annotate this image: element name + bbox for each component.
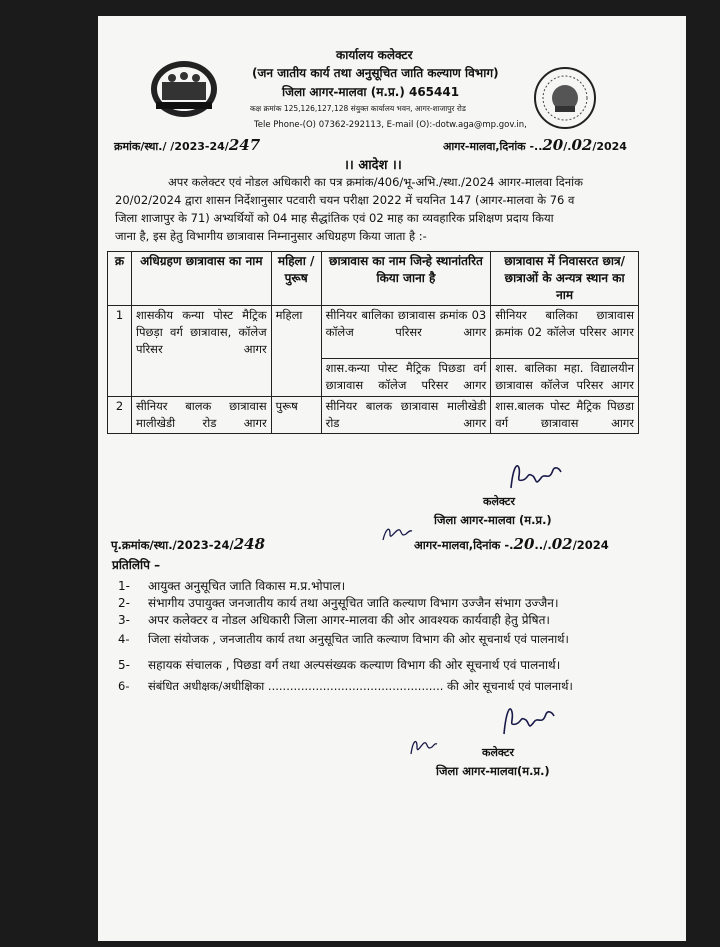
list-item — [118, 577, 345, 594]
row2-target: सीनियर बालक छात्रावास मालीखेडी रोड आगर — [321, 397, 491, 434]
collector-signature-1 — [505, 458, 565, 498]
endorsement-date-month: 02 — [551, 535, 573, 553]
table-header-row — [108, 252, 639, 306]
tribal-emblem-icon — [148, 58, 220, 120]
order-number-handwritten: 247 — [228, 136, 261, 154]
table-row — [108, 306, 639, 359]
row1b-target: शास.कन्या पोस्ट मैट्रिक पिछडा वर्ग छात्रावास कॉलेज परिसर आगर — [321, 359, 491, 397]
order-date-label: आगर-मालवा,दिनांक -.. — [443, 140, 543, 153]
address-line: कक्ष क्रमांक 125,126,127,128 संयुक्त कार्यालय भवन, आगर-शाजापुर रोड — [250, 104, 466, 113]
endorsement-number — [111, 535, 265, 553]
list-item — [118, 611, 550, 628]
order-date-month: 02 — [571, 136, 593, 154]
col-header-gender: महिला /पुरूष — [271, 252, 321, 306]
contact-line: Tele Phone-(O) 07362-292113, E-mail (O):-dotw.aga@mp.gov.in, — [254, 120, 527, 130]
initials-mark-1 — [380, 522, 414, 546]
endorsement-date-year: /2024 — [572, 538, 609, 552]
copy-heading: प्रतिलिपि – — [112, 558, 161, 572]
row1b-alternate: शास. बालिका महा. विद्यालयीन छात्रावास कॉलेज परिसर आगर — [491, 359, 639, 397]
copy-number: 4- — [118, 632, 130, 646]
copy-text: अपर कलेक्टर व नोडल अधिकारी जिला आगर-मालवा की ओर आवश्यक कार्यवाही हेतु प्रेषित। — [148, 613, 550, 627]
signature2-district: जिला आगर-मालवा(म.प्र.) — [436, 764, 550, 778]
row2-alternate: शास.बालक पोस्ट मैट्रिक पिछडा वर्ग छात्रावास आगर — [491, 397, 639, 434]
copy-number: 6- — [118, 679, 130, 693]
row2-serial: 2 — [108, 397, 132, 434]
order-line-4: जाना है, इस हेतु विभागीय छात्रावास निम्नानुसार अधिग्रहण किया जाता है :- — [115, 229, 427, 243]
initials-mark-2 — [408, 734, 438, 760]
copy-number: 2- — [118, 596, 130, 610]
district-line: जिला आगर-मालवा (म.प्र.) 465441 — [282, 85, 460, 99]
row1-serial: 1 — [108, 306, 132, 397]
copy-number: 3- — [118, 613, 130, 627]
order-line-1: अपर कलेक्टर एवं नोडल अधिकारी का पत्र क्रमांक/406/भू-अभि./स्था./2024 आगर-मालवा दिनांक — [168, 175, 583, 189]
signature1-title: कलेक्टर — [483, 495, 515, 508]
row1a-target: सीनियर बालिका छात्रावास क्रमांक 03 कॉलेज परिसर आगर — [321, 306, 491, 359]
mp-state-emblem-icon — [533, 66, 597, 130]
endorsement-number-handwritten: 248 — [233, 535, 266, 553]
order-date: आगर-मालवा,दिनांक -..20/.02/2024 — [443, 136, 627, 154]
col-header-acquired-hostel: अधिग्रहण छात्रावास का नाम — [131, 252, 271, 306]
col-header-alternate-place: छात्रावास में निवासरत छात्र/छात्राओं के अन्यत्र स्थान का नाम — [491, 252, 639, 306]
list-item — [118, 656, 560, 673]
order-line-3: जिला शाजापुर के 71) अभ्यर्थियों को 04 माह सैद्धांतिक एवं 02 माह का व्यवहारिक प्रशिक्षण प्रदाय किया — [115, 211, 554, 225]
copy-text: सहायक संचालक , पिछडा वर्ग तथा अल्पसंख्यक कल्याण विभाग की ओर सूचनार्थ एवं पालनार्थ। — [148, 658, 561, 672]
copy-number: 5- — [118, 658, 130, 672]
signature1-district: जिला आगर-मालवा (म.प्र.) — [434, 513, 552, 527]
endorsement-date: आगर-मालवा,दिनांक -.20../.02/2024 — [414, 535, 609, 553]
copy-text: आयुक्त अनुसूचित जाति विकास म.प्र.भोपाल। — [148, 579, 346, 593]
signature2-title: कलेक्टर — [482, 746, 514, 759]
order-number-label: क्रमांक/स्था./ /2023-24/ — [114, 140, 229, 153]
col-header-serial: क्र — [108, 252, 132, 306]
office-name: कार्यालय कलेक्टर — [336, 48, 413, 62]
endorsement-date-label: आगर-मालवा,दिनांक -. — [414, 538, 514, 552]
list-item — [118, 594, 559, 611]
order-line-2: 20/02/2024 द्वारा शासन निर्देशानुसार पटवारी चयन परीक्षा 2022 में चयनित 147 (आगर-मालवा के 76 व — [115, 193, 575, 207]
department-name: (जन जातीय कार्य तथा अनुसूचित जाति कल्याण विभाग) — [252, 66, 499, 80]
row2-gender: पुरूष — [271, 397, 321, 434]
row1-gender: महिला — [271, 306, 321, 397]
list-item — [118, 679, 573, 694]
collector-signature-2 — [498, 700, 556, 744]
order-number — [114, 136, 260, 154]
order-date-year: /2024 — [592, 140, 627, 153]
row1-hostel: शासकीय कन्या पोस्ट मैट्रिक पिछड़ा वर्ग छात्रावास, कॉलेज परिसर आगर — [131, 306, 271, 397]
list-item — [118, 632, 569, 647]
copy-text: जिला संयोजक , जनजातीय कार्य तथा अनुसूचित जाति कल्याण विभाग की ओर सूचनार्थ एवं पालनार्थ। — [148, 632, 569, 646]
row1a-alternate: सीनियर बालिका छात्रावास क्रमांक 02 कॉलेज परिसर आगर — [491, 306, 639, 359]
col-header-transfer-hostel: छात्रावास का नाम जिन्हे स्थानांतरित किया जाना है — [321, 252, 491, 306]
copy-number: 1- — [118, 579, 130, 593]
table-row — [108, 397, 639, 434]
row2-hostel: सीनियर बालक छात्रावास मालीखेडी रोड आगर — [131, 397, 271, 434]
endorsement-number-label: पृ.क्रमांक/स्था./2023-24/ — [111, 538, 234, 552]
order-date-day: 20 — [542, 136, 564, 154]
hostel-allocation-table — [107, 251, 639, 434]
copy-text: संबंधित अधीक्षक/अधीक्षिका ................................................ की ओर सूचनार्थ एवं पालनार्थ। — [148, 679, 573, 693]
endorsement-date-day: 20 — [513, 535, 535, 553]
copy-text: संभागीय उपायुक्त जनजातीय कार्य तथा अनुसूचित जाति कल्याण विभाग उज्जैन संभाग उज्जैन। — [148, 596, 559, 610]
order-title: ।। आदेश ।। — [344, 158, 402, 173]
